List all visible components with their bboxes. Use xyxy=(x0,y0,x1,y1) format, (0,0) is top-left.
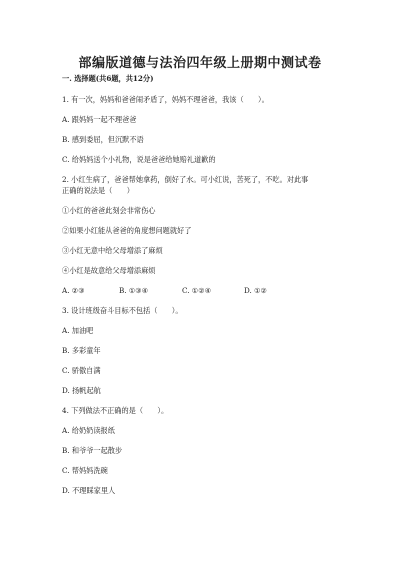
question-2-option-c: C. ①②④ xyxy=(182,286,212,295)
question-2-statement-2: ②如果小红能从爸爸的角度想问题就好了 xyxy=(62,226,192,235)
question-4-option-b: B. 和爷爷一起散步 xyxy=(62,446,123,455)
question-4-option-a: A. 给奶奶读报纸 xyxy=(62,426,115,435)
question-2-statement-1: ①小红的爸爸此刻会非常伤心 xyxy=(62,206,156,215)
question-2-option-b: B. ①③④ xyxy=(119,286,149,295)
question-1-stem: 1. 有一次，妈妈和爸爸闹矛盾了，妈妈不理爸爸，我该（ ）。 xyxy=(62,95,269,104)
question-4-option-c: C. 帮妈妈洗碗 xyxy=(62,466,108,475)
question-4-option-d: D. 不理睬家里人 xyxy=(62,486,116,495)
question-3-option-c: C. 骄傲自满 xyxy=(62,366,101,375)
question-2-statement-4: ④小红是故意给父母增添麻烦 xyxy=(62,266,156,275)
question-3-stem: 3. 设计班级奋斗目标不包括（ ）。 xyxy=(62,306,183,315)
question-2-statement-3: ③小红无意中给父母增添了麻烦 xyxy=(62,246,163,255)
question-4-stem: 4. 下列做法不正确的是（ ）。 xyxy=(62,406,169,415)
question-2-option-d: D. ①② xyxy=(244,286,267,295)
question-3-option-b: B. 多彩童年 xyxy=(62,346,101,355)
question-1-option-c: C. 给妈妈送个小礼物，说是爸爸给她赔礼道歉的 xyxy=(62,155,216,164)
question-2-option-a: A. ②③ xyxy=(62,286,85,295)
question-2-stem-line-2: 正确的说法是（ ） xyxy=(62,186,134,195)
question-2-stem-line-1: 2. 小红生病了，爸爸帮她拿药，倒好了水。可小红说，苦死了，不吃。对此事 xyxy=(62,175,309,184)
question-2-options xyxy=(62,286,362,296)
question-1-option-b: B. 感到委屈，但沉默不语 xyxy=(62,135,144,144)
question-1-option-a: A. 跟妈妈一起不理爸爸 xyxy=(62,115,137,124)
question-3-option-a: A. 加油吧 xyxy=(62,326,94,335)
section-heading: 一. 选择题(共6题，共12分) xyxy=(62,74,154,83)
question-3-option-d: D. 扬帆起航 xyxy=(62,386,101,395)
page-title: 部编版道德与法治四年级上册期中测试卷 xyxy=(78,56,322,71)
